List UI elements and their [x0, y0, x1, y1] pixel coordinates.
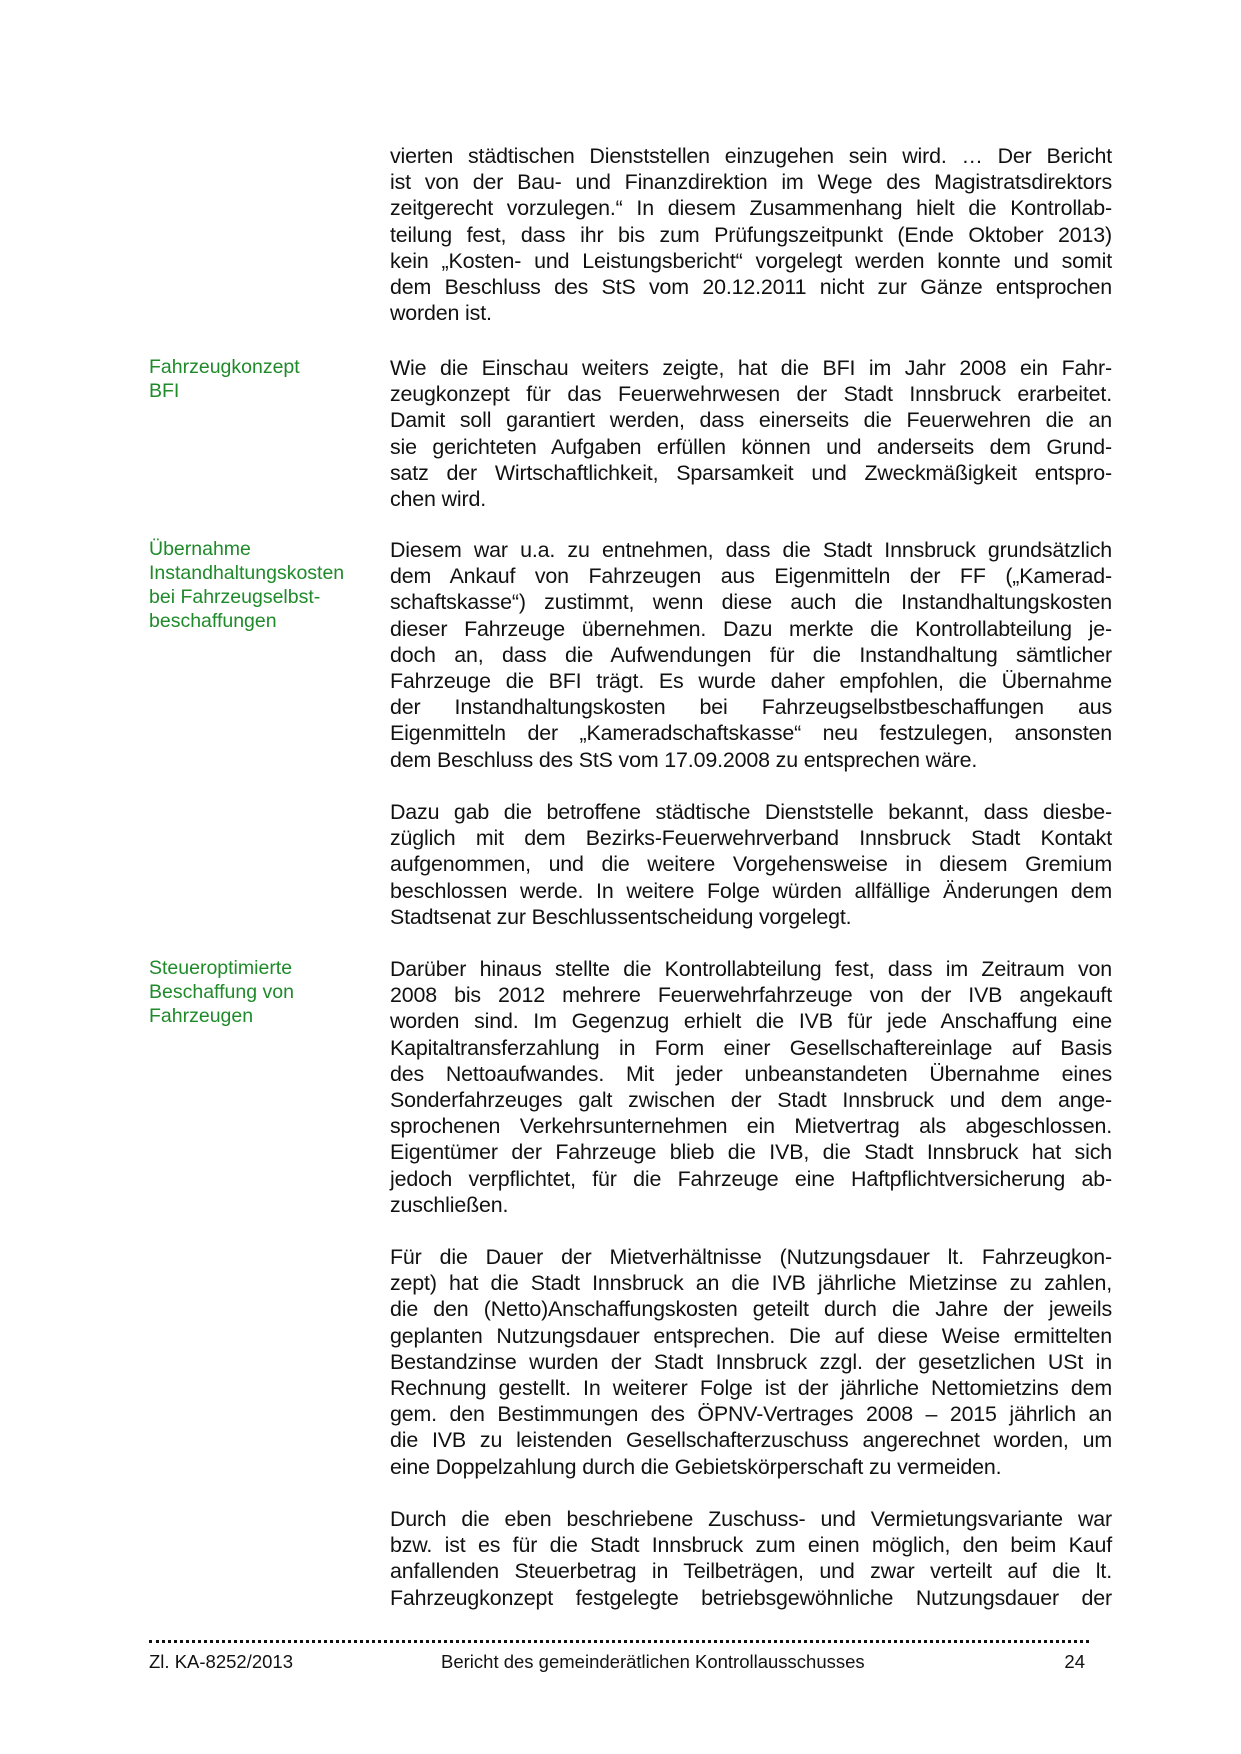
text-line: dem Beschluss des StS vom 20.12.2011 nicht zur Gänze entsprochen — [390, 275, 1112, 300]
text-line: Fahrzeuge die BFI trägt. Es wurde daher empfohlen, die Übernahme — [390, 669, 1112, 694]
text-line: eine Doppelzahlung durch die Gebietskörperschaft zu vermeiden. — [390, 1454, 1002, 1479]
paragraph-instandhaltungskosten — [390, 537, 1112, 773]
text-line: der Instandhaltungskosten bei Fahrzeugselbstbeschaffungen aus — [390, 695, 1112, 720]
paragraph-mietverhaeltnisse — [390, 1244, 1112, 1480]
margin-note-fahrzeugkonzept — [149, 355, 379, 403]
text-line: jedoch verpflichtet, für die Fahrzeuge eine Haftpflichtversicherung ab- — [390, 1166, 1112, 1191]
text-line: züglich mit dem Bezirks-Feuerwehrverband Innsbruck Stadt Kontakt — [390, 826, 1112, 851]
text-line: 2008 bis 2012 mehrere Feuerwehrfahrzeuge von der IVB angekauft — [390, 983, 1112, 1008]
margin-note-line: bei Fahrzeugselbst- — [149, 586, 321, 608]
text-line: die den (Netto)Anschaffungskosten geteilt durch die Jahre der jeweils — [390, 1297, 1112, 1322]
margin-note-line: Steueroptimierte — [149, 957, 293, 979]
margin-note-line: BFI — [149, 380, 180, 402]
text-line: des Nettoaufwandes. Mit jeder unbeanstandeten Übernahme eines — [390, 1061, 1112, 1086]
text-line: kein „Kosten- und Leistungsbericht“ vorgelegt werden konnte und somit — [390, 248, 1112, 273]
margin-note-line: Beschaffung von — [149, 981, 294, 1003]
text-line: anfallenden Steuerbetrag in Teilbeträgen, und zwar verteilt auf die lt. — [390, 1559, 1112, 1584]
text-line: Diesem war u.a. zu entnehmen, dass die Stadt Innsbruck grundsätzlich — [390, 538, 1112, 562]
text-line: Darüber hinaus stellte die Kontrollabteilung fest, dass im Zeitraum von — [390, 957, 1112, 981]
text-line: Sonderfahrzeuges galt zwischen der Stadt Innsbruck und dem ange- — [390, 1088, 1112, 1113]
margin-note-line: Übernahme — [149, 538, 251, 560]
footer-divider — [149, 1640, 1089, 1643]
text-line: vierten städtischen Dienststellen einzugehen sein wird. … Der Bericht — [390, 144, 1112, 168]
page-number: 24 — [1064, 1651, 1085, 1672]
text-line: satz der Wirtschaftlichkeit, Sparsamkeit und Zweckmäßigkeit entspro- — [390, 460, 1112, 485]
text-line: Bestandzinse wurden der Stadt Innsbruck zzgl. der gesetzlichen USt in — [390, 1349, 1112, 1374]
text-line: Damit soll garantiert werden, dass einerseits die Feuerwehren die an — [390, 408, 1112, 433]
text-line: chen wird. — [390, 487, 486, 512]
paragraph-steueroptimierte-beschaffung — [390, 956, 1112, 1218]
paragraph-fahrzeugkonzept — [390, 355, 1112, 512]
text-line: Kapitaltransferzahlung in Form einer Gesellschaftereinlage auf Basis — [390, 1035, 1112, 1060]
margin-note-steueroptimierte-beschaffung — [149, 956, 379, 1028]
margin-note-line: Instandhaltungskosten — [149, 562, 345, 584]
margin-note-line: Fahrzeugen — [149, 1005, 254, 1027]
text-line: dem Beschluss des StS vom 17.09.2008 zu entsprechen wäre. — [390, 747, 978, 772]
text-line: beschlossen werde. In weitere Folge würden allfällige Änderungen dem — [390, 878, 1112, 903]
paragraph-continuation — [390, 143, 1112, 326]
paragraph-zuschuss-variante — [390, 1506, 1112, 1611]
text-line: zuschließen. — [390, 1192, 509, 1217]
text-line: die IVB zu leistenden Gesellschafterzuschuss angerechnet worden, um — [390, 1428, 1112, 1453]
text-line: sprochenen Verkehrsunternehmen ein Mietvertrag als abgeschlossen. — [390, 1114, 1112, 1139]
text-line: Fahrzeugkonzept festgelegte betriebsgewöhnliche Nutzungsdauer der — [390, 1585, 1112, 1610]
text-line: sie gerichteten Aufgaben erfüllen können und anderseits dem Grund- — [390, 434, 1112, 459]
paragraph-dienststelle-response — [390, 799, 1112, 930]
text-line: Für die Dauer der Mietverhältnisse (Nutzungsdauer lt. Fahrzeugkon- — [390, 1245, 1112, 1269]
text-line: dem Ankauf von Fahrzeugen aus Eigenmitteln der FF („Kamerad- — [390, 564, 1112, 589]
margin-note-instandhaltungskosten — [149, 537, 379, 633]
text-line: doch an, dass die Aufwendungen für die Instandhaltung sämtlicher — [390, 642, 1112, 667]
text-line: aufgenommen, und die weitere Vorgehensweise in diesem Gremium — [390, 852, 1112, 877]
margin-note-line: beschaffungen — [149, 610, 277, 632]
text-line: Stadtsenat zur Beschlussentscheidung vorgelegt. — [390, 904, 852, 929]
text-line: Eigenmitteln der „Kameradschaftskasse“ neu festzulegen, ansonsten — [390, 721, 1112, 746]
text-line: bzw. ist es für die Stadt Innsbruck zum einen möglich, den beim Kauf — [390, 1533, 1112, 1558]
text-line: teilung fest, dass ihr bis zum Prüfungszeitpunkt (Ende Oktober 2013) — [390, 222, 1112, 247]
text-line: geplanten Nutzungsdauer entsprechen. Die auf diese Weise ermittelten — [390, 1323, 1112, 1348]
text-line: zeugkonzept für das Feuerwehrwesen der Stadt Innsbruck erarbeitet. — [390, 382, 1112, 407]
text-line: worden sind. Im Gegenzug erhielt die IVB für jede Anschaffung eine — [390, 1009, 1112, 1034]
text-line: zeitgerecht vorzulegen.“ In diesem Zusammenhang hielt die Kontrollab- — [390, 196, 1112, 221]
text-line: zept) hat die Stadt Innsbruck an die IVB jährliche Mietzinse zu zahlen, — [390, 1271, 1112, 1296]
text-line: ist von der Bau- und Finanzdirektion im Wege des Magistratsdirektors — [390, 170, 1112, 195]
margin-note-line: Fahrzeugkonzept — [149, 356, 300, 378]
text-line: Wie die Einschau weiters zeigte, hat die BFI im Jahr 2008 ein Fahr- — [390, 356, 1112, 380]
text-line: Durch die eben beschriebene Zuschuss- und Vermietungsvariante war — [390, 1507, 1112, 1531]
text-line: worden ist. — [390, 301, 492, 326]
text-line: schaftskasse“) zustimmt, wenn diese auch die Instandhaltungskosten — [390, 590, 1112, 615]
text-line: gem. den Bestimmungen des ÖPNV-Vertrages 2008 – 2015 jährlich an — [390, 1402, 1112, 1427]
text-line: dieser Fahrzeuge übernehmen. Dazu merkte die Kontrollabteilung je- — [390, 616, 1112, 641]
text-line: Dazu gab die betroffene städtische Dienststelle bekannt, dass diesbe- — [390, 800, 1112, 824]
footer-reference: Zl. KA-8252/2013 — [149, 1651, 293, 1672]
footer-title: Bericht des gemeinderätlichen Kontrollausschusses — [441, 1651, 865, 1672]
text-line: Eigentümer der Fahrzeuge blieb die IVB, die Stadt Innsbruck hat sich — [390, 1140, 1112, 1165]
page-footer — [149, 1650, 1089, 1674]
text-line: Rechnung gestellt. In weiterer Folge ist der jährliche Nettomietzins dem — [390, 1376, 1112, 1401]
